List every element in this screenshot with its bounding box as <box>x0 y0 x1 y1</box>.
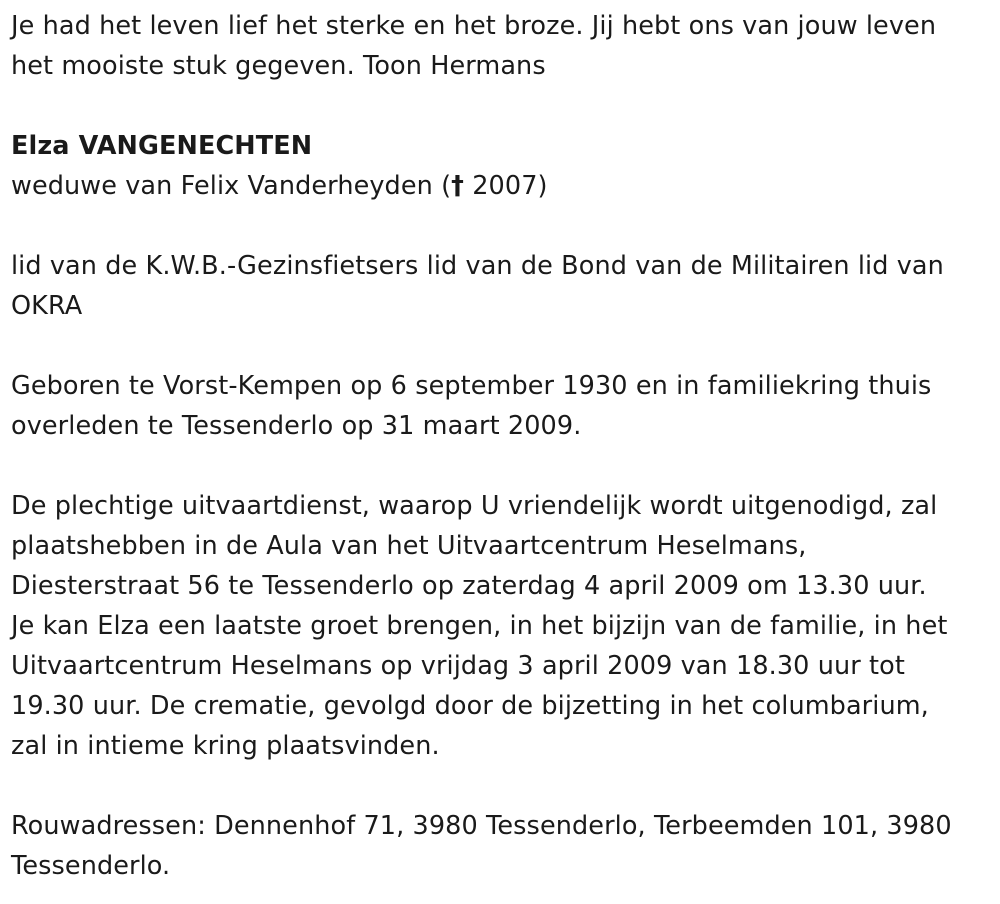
birth-death-line: Geboren te Vorst-Kempen op 6 september 1930 en in familiekring thuis <box>11 371 932 401</box>
memberships-paragraph <box>11 246 991 326</box>
widow-line <box>11 166 991 206</box>
paragraph-spacer <box>11 766 991 806</box>
paragraph-spacer <box>11 86 991 126</box>
memberships-line: lid van de K.W.B.-Gezinsfietsers lid van de Bond van de Militairen lid van <box>11 251 944 281</box>
quote-paragraph <box>11 6 991 86</box>
obituary-text <box>11 6 991 886</box>
addresses-paragraph <box>11 806 991 886</box>
birth-death-paragraph <box>11 366 991 446</box>
funeral-line: Je kan Elza een laatste groet brengen, in het bijzijn van de familie, in het <box>11 611 948 641</box>
widow-suffix: 2007) <box>464 171 548 201</box>
paragraph-spacer <box>11 206 991 246</box>
funeral-line: Diesterstraat 56 te Tessenderlo op zaterdag 4 april 2009 om 13.30 uur. <box>11 571 927 601</box>
quote-line: het mooiste stuk gegeven. Toon Hermans <box>11 51 546 81</box>
paragraph-spacer <box>11 326 991 366</box>
widow-prefix: weduwe van Felix Vanderheyden ( <box>11 171 452 201</box>
funeral-line: 19.30 uur. De crematie, gevolgd door de bijzetting in het columbarium, <box>11 691 929 721</box>
addresses-line: Rouwadressen: Dennenhof 71, 3980 Tessenderlo, Terbeemden 101, 3980 <box>11 811 952 841</box>
birth-death-line: overleden te Tessenderlo op 31 maart 2009. <box>11 411 582 441</box>
funeral-line: zal in intieme kring plaatsvinden. <box>11 731 440 761</box>
paragraph-spacer <box>11 446 991 486</box>
funeral-paragraph <box>11 486 991 766</box>
memberships-line: OKRA <box>11 291 83 321</box>
addresses-line: Tessenderlo. <box>11 851 171 881</box>
quote-line: Je had het leven lief het sterke en het broze. Jij hebt ons van jouw leven <box>11 11 937 41</box>
funeral-line: Uitvaartcentrum Heselmans op vrijdag 3 april 2009 van 18.30 uur tot <box>11 651 905 681</box>
cross-icon: † <box>451 171 465 201</box>
funeral-line: De plechtige uitvaartdienst, waarop U vriendelijk wordt uitgenodigd, zal <box>11 491 938 521</box>
funeral-line: plaatshebben in de Aula van het Uitvaartcentrum Heselmans, <box>11 531 807 561</box>
deceased-name: Elza VANGENECHTEN <box>11 131 313 161</box>
